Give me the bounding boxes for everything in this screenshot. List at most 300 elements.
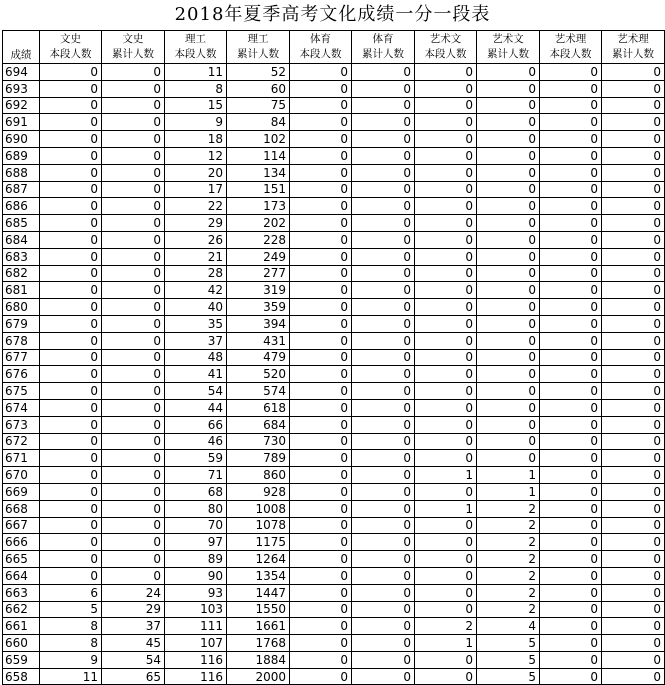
column-header-label: 本段人数 (549, 48, 592, 60)
count-cell: 48 (165, 349, 227, 366)
count-cell: 2 (415, 618, 477, 635)
count-cell: 0 (290, 601, 352, 618)
count-cell: 0 (602, 332, 665, 349)
count-cell: 0 (415, 534, 477, 551)
count-cell: 29 (165, 215, 227, 232)
count-cell: 0 (540, 80, 602, 97)
column-header-label: 累计人数 (487, 48, 529, 60)
count-cell: 0 (40, 64, 102, 81)
count-cell: 0 (602, 534, 665, 551)
count-cell: 0 (352, 131, 415, 148)
count-cell: 0 (102, 265, 165, 282)
count-cell: 0 (477, 64, 540, 81)
column-header (40, 31, 102, 64)
count-cell: 0 (40, 366, 102, 383)
count-cell: 0 (352, 215, 415, 232)
count-cell: 0 (477, 248, 540, 265)
count-cell: 0 (40, 265, 102, 282)
count-cell: 0 (540, 114, 602, 131)
count-cell: 0 (290, 500, 352, 517)
count-cell: 89 (165, 551, 227, 568)
count-cell: 0 (290, 584, 352, 601)
count-cell: 1447 (227, 584, 290, 601)
score-cell: 666 (3, 534, 40, 551)
count-cell: 0 (102, 399, 165, 416)
count-cell: 8 (40, 618, 102, 635)
score-cell: 671 (3, 450, 40, 467)
count-cell: 65 (102, 668, 165, 685)
count-cell: 0 (415, 114, 477, 131)
count-cell: 0 (40, 332, 102, 349)
count-cell: 0 (290, 366, 352, 383)
count-cell: 0 (352, 332, 415, 349)
count-cell: 574 (227, 383, 290, 400)
score-cell: 675 (3, 383, 40, 400)
count-cell: 0 (40, 315, 102, 332)
table-row (3, 416, 665, 433)
count-cell: 0 (40, 567, 102, 584)
count-cell: 0 (102, 147, 165, 164)
count-cell: 860 (227, 467, 290, 484)
score-cell: 693 (3, 80, 40, 97)
score-cell: 683 (3, 248, 40, 265)
count-cell: 0 (290, 282, 352, 299)
count-cell: 0 (415, 131, 477, 148)
score-cell: 679 (3, 315, 40, 332)
count-cell: 0 (477, 164, 540, 181)
count-cell: 0 (540, 416, 602, 433)
score-cell: 686 (3, 198, 40, 215)
count-cell: 0 (540, 131, 602, 148)
count-cell: 0 (352, 80, 415, 97)
table-row (3, 215, 665, 232)
count-cell: 9 (165, 114, 227, 131)
column-header-label: 累计人数 (362, 48, 404, 60)
table-row (3, 635, 665, 652)
score-cell: 685 (3, 215, 40, 232)
count-cell: 68 (165, 483, 227, 500)
count-cell: 0 (102, 551, 165, 568)
count-cell: 45 (102, 635, 165, 652)
count-cell: 17 (165, 181, 227, 198)
count-cell: 4 (477, 618, 540, 635)
table-row (3, 467, 665, 484)
count-cell: 0 (352, 517, 415, 534)
count-cell: 0 (352, 181, 415, 198)
score-cell: 692 (3, 97, 40, 114)
count-cell: 0 (415, 97, 477, 114)
count-cell: 0 (415, 433, 477, 450)
count-cell: 0 (352, 584, 415, 601)
score-cell: 681 (3, 282, 40, 299)
count-cell: 0 (477, 332, 540, 349)
count-cell: 1661 (227, 618, 290, 635)
header-row (3, 31, 665, 64)
count-cell: 0 (102, 299, 165, 316)
count-cell: 0 (540, 299, 602, 316)
table-row (3, 534, 665, 551)
count-cell: 0 (352, 651, 415, 668)
count-cell: 59 (165, 450, 227, 467)
score-cell: 691 (3, 114, 40, 131)
count-cell: 0 (540, 534, 602, 551)
count-cell: 0 (352, 567, 415, 584)
count-cell: 0 (477, 366, 540, 383)
count-cell: 0 (290, 349, 352, 366)
count-cell: 0 (290, 416, 352, 433)
count-cell: 0 (290, 114, 352, 131)
count-cell: 60 (227, 80, 290, 97)
count-cell: 0 (602, 265, 665, 282)
count-cell: 0 (415, 483, 477, 500)
count-cell: 0 (40, 517, 102, 534)
count-cell: 0 (540, 668, 602, 685)
count-cell: 0 (102, 517, 165, 534)
count-cell: 0 (352, 282, 415, 299)
count-cell: 0 (477, 198, 540, 215)
count-cell: 0 (40, 114, 102, 131)
count-cell: 0 (102, 64, 165, 81)
table-row (3, 651, 665, 668)
count-cell: 84 (227, 114, 290, 131)
count-cell: 0 (602, 215, 665, 232)
column-header-group: 艺术理 (617, 33, 649, 45)
count-cell: 0 (352, 399, 415, 416)
table-row (3, 618, 665, 635)
count-cell: 0 (40, 551, 102, 568)
count-cell: 1884 (227, 651, 290, 668)
count-cell: 0 (352, 416, 415, 433)
count-cell: 0 (290, 215, 352, 232)
count-cell: 730 (227, 433, 290, 450)
table-row (3, 483, 665, 500)
count-cell: 0 (290, 265, 352, 282)
count-cell: 0 (352, 315, 415, 332)
count-cell: 0 (290, 551, 352, 568)
count-cell: 1078 (227, 517, 290, 534)
count-cell: 394 (227, 315, 290, 332)
count-cell: 2 (477, 517, 540, 534)
count-cell: 0 (102, 131, 165, 148)
count-cell: 0 (352, 265, 415, 282)
count-cell: 0 (290, 450, 352, 467)
count-cell: 0 (540, 500, 602, 517)
score-cell: 689 (3, 147, 40, 164)
count-cell: 11 (40, 668, 102, 685)
count-cell: 116 (165, 668, 227, 685)
count-cell: 0 (477, 315, 540, 332)
count-cell: 0 (415, 332, 477, 349)
count-cell: 102 (227, 131, 290, 148)
count-cell: 9 (40, 651, 102, 668)
count-cell: 0 (290, 483, 352, 500)
count-cell: 0 (602, 399, 665, 416)
count-cell: 0 (477, 80, 540, 97)
count-cell: 0 (415, 551, 477, 568)
count-cell: 2000 (227, 668, 290, 685)
count-cell: 0 (102, 383, 165, 400)
table-row (3, 147, 665, 164)
count-cell: 1 (415, 635, 477, 652)
count-cell: 0 (602, 517, 665, 534)
table-row (3, 97, 665, 114)
table-row (3, 668, 665, 685)
count-cell: 0 (540, 635, 602, 652)
table-row (3, 64, 665, 81)
count-cell: 0 (102, 248, 165, 265)
count-cell: 684 (227, 416, 290, 433)
count-cell: 0 (540, 450, 602, 467)
count-cell: 41 (165, 366, 227, 383)
count-cell: 0 (352, 534, 415, 551)
count-cell: 0 (602, 299, 665, 316)
count-cell: 0 (415, 584, 477, 601)
count-cell: 0 (415, 248, 477, 265)
count-cell: 0 (352, 601, 415, 618)
count-cell: 0 (602, 618, 665, 635)
count-cell: 0 (352, 551, 415, 568)
score-cell: 663 (3, 584, 40, 601)
column-header (602, 31, 665, 64)
score-cell: 667 (3, 517, 40, 534)
count-cell: 111 (165, 618, 227, 635)
count-cell: 479 (227, 349, 290, 366)
count-cell: 1008 (227, 500, 290, 517)
count-cell: 0 (352, 198, 415, 215)
count-cell: 228 (227, 231, 290, 248)
count-cell: 0 (540, 332, 602, 349)
count-cell: 5 (477, 668, 540, 685)
count-cell: 0 (602, 315, 665, 332)
count-cell: 97 (165, 534, 227, 551)
score-cell: 659 (3, 651, 40, 668)
count-cell: 0 (102, 467, 165, 484)
count-cell: 0 (290, 567, 352, 584)
count-cell: 0 (602, 147, 665, 164)
count-cell: 431 (227, 332, 290, 349)
table-row (3, 80, 665, 97)
count-cell: 0 (540, 467, 602, 484)
count-cell: 0 (290, 131, 352, 148)
count-cell: 0 (415, 668, 477, 685)
count-cell: 0 (40, 450, 102, 467)
count-cell: 2 (477, 551, 540, 568)
count-cell: 21 (165, 248, 227, 265)
table-row (3, 433, 665, 450)
count-cell: 0 (40, 215, 102, 232)
count-cell: 0 (352, 349, 415, 366)
count-cell: 0 (415, 517, 477, 534)
table-row (3, 517, 665, 534)
score-cell: 658 (3, 668, 40, 685)
count-cell: 0 (102, 567, 165, 584)
count-cell: 54 (102, 651, 165, 668)
count-cell: 0 (602, 231, 665, 248)
count-cell: 0 (540, 164, 602, 181)
count-cell: 46 (165, 433, 227, 450)
table-row (3, 601, 665, 618)
count-cell: 29 (102, 601, 165, 618)
column-header-group: 理工 (247, 33, 269, 45)
table-row (3, 349, 665, 366)
count-cell: 0 (415, 651, 477, 668)
count-cell: 0 (602, 114, 665, 131)
column-header-label: 本段人数 (299, 48, 342, 60)
count-cell: 0 (352, 64, 415, 81)
count-cell: 0 (352, 635, 415, 652)
count-cell: 0 (290, 181, 352, 198)
count-cell: 18 (165, 131, 227, 148)
count-cell: 0 (102, 534, 165, 551)
count-cell: 0 (477, 433, 540, 450)
count-cell: 37 (165, 332, 227, 349)
count-cell: 26 (165, 231, 227, 248)
count-cell: 0 (602, 635, 665, 652)
count-cell: 0 (415, 265, 477, 282)
table-row (3, 567, 665, 584)
table-row (3, 131, 665, 148)
count-cell: 0 (540, 265, 602, 282)
count-cell: 8 (165, 80, 227, 97)
count-cell: 1550 (227, 601, 290, 618)
count-cell: 54 (165, 383, 227, 400)
count-cell: 0 (40, 147, 102, 164)
count-cell: 0 (290, 399, 352, 416)
count-cell: 0 (602, 651, 665, 668)
count-cell: 0 (540, 198, 602, 215)
count-cell: 75 (227, 97, 290, 114)
count-cell: 0 (540, 147, 602, 164)
count-cell: 0 (290, 64, 352, 81)
count-cell: 0 (102, 282, 165, 299)
count-cell: 0 (102, 416, 165, 433)
count-cell: 202 (227, 215, 290, 232)
count-cell: 80 (165, 500, 227, 517)
score-cell: 688 (3, 164, 40, 181)
count-cell: 22 (165, 198, 227, 215)
count-cell: 0 (602, 601, 665, 618)
count-cell: 90 (165, 567, 227, 584)
count-cell: 103 (165, 601, 227, 618)
count-cell: 0 (477, 131, 540, 148)
count-cell: 0 (540, 601, 602, 618)
score-cell: 660 (3, 635, 40, 652)
score-cell: 669 (3, 483, 40, 500)
count-cell: 0 (352, 299, 415, 316)
count-cell: 1 (477, 483, 540, 500)
count-cell: 0 (540, 433, 602, 450)
count-cell: 0 (40, 131, 102, 148)
count-cell: 0 (477, 97, 540, 114)
column-header (415, 31, 477, 64)
count-cell: 0 (102, 315, 165, 332)
count-cell: 1 (415, 467, 477, 484)
count-cell: 0 (40, 349, 102, 366)
count-cell: 618 (227, 399, 290, 416)
count-cell: 0 (540, 97, 602, 114)
count-cell: 0 (540, 215, 602, 232)
count-cell: 0 (602, 248, 665, 265)
count-cell: 0 (40, 383, 102, 400)
column-header (540, 31, 602, 64)
count-cell: 0 (602, 416, 665, 433)
score-cell: 690 (3, 131, 40, 148)
count-cell: 0 (40, 399, 102, 416)
column-header (290, 31, 352, 64)
count-cell: 0 (352, 147, 415, 164)
column-header (165, 31, 227, 64)
count-cell: 0 (40, 80, 102, 97)
count-cell: 2 (477, 584, 540, 601)
column-header-label: 本段人数 (174, 48, 217, 60)
count-cell: 789 (227, 450, 290, 467)
count-cell: 66 (165, 416, 227, 433)
score-cell: 676 (3, 366, 40, 383)
count-cell: 0 (415, 282, 477, 299)
count-cell: 173 (227, 198, 290, 215)
count-cell: 0 (352, 433, 415, 450)
count-cell: 0 (40, 467, 102, 484)
table-row (3, 383, 665, 400)
table-row (3, 500, 665, 517)
table-row (3, 282, 665, 299)
count-cell: 116 (165, 651, 227, 668)
count-cell: 114 (227, 147, 290, 164)
table-body (3, 64, 665, 685)
score-cell: 668 (3, 500, 40, 517)
count-cell: 0 (602, 64, 665, 81)
count-cell: 0 (540, 181, 602, 198)
column-header-group: 文史 (122, 33, 144, 45)
count-cell: 0 (540, 618, 602, 635)
count-cell: 0 (415, 215, 477, 232)
count-cell: 0 (540, 315, 602, 332)
table-row (3, 181, 665, 198)
count-cell: 0 (415, 366, 477, 383)
count-cell: 0 (102, 332, 165, 349)
score-cell: 687 (3, 181, 40, 198)
count-cell: 0 (102, 366, 165, 383)
count-cell: 0 (102, 231, 165, 248)
column-header-group: 艺术文 (429, 33, 462, 45)
count-cell: 1354 (227, 567, 290, 584)
count-cell: 42 (165, 282, 227, 299)
count-cell: 0 (540, 248, 602, 265)
column-header-label: 累计人数 (612, 48, 654, 60)
count-cell: 0 (415, 601, 477, 618)
count-cell: 0 (602, 198, 665, 215)
count-cell: 0 (602, 433, 665, 450)
count-cell: 0 (602, 282, 665, 299)
count-cell: 2 (477, 601, 540, 618)
column-header-label: 累计人数 (112, 48, 154, 60)
table-row (3, 265, 665, 282)
count-cell: 0 (477, 349, 540, 366)
count-cell: 0 (290, 231, 352, 248)
count-cell: 0 (540, 551, 602, 568)
count-cell: 0 (352, 467, 415, 484)
count-cell: 0 (477, 450, 540, 467)
count-cell: 0 (290, 517, 352, 534)
count-cell: 37 (102, 618, 165, 635)
count-cell: 134 (227, 164, 290, 181)
count-cell: 1175 (227, 534, 290, 551)
count-cell: 11 (165, 64, 227, 81)
count-cell: 0 (415, 181, 477, 198)
count-cell: 0 (40, 248, 102, 265)
count-cell: 0 (477, 114, 540, 131)
score-cell: 678 (3, 332, 40, 349)
